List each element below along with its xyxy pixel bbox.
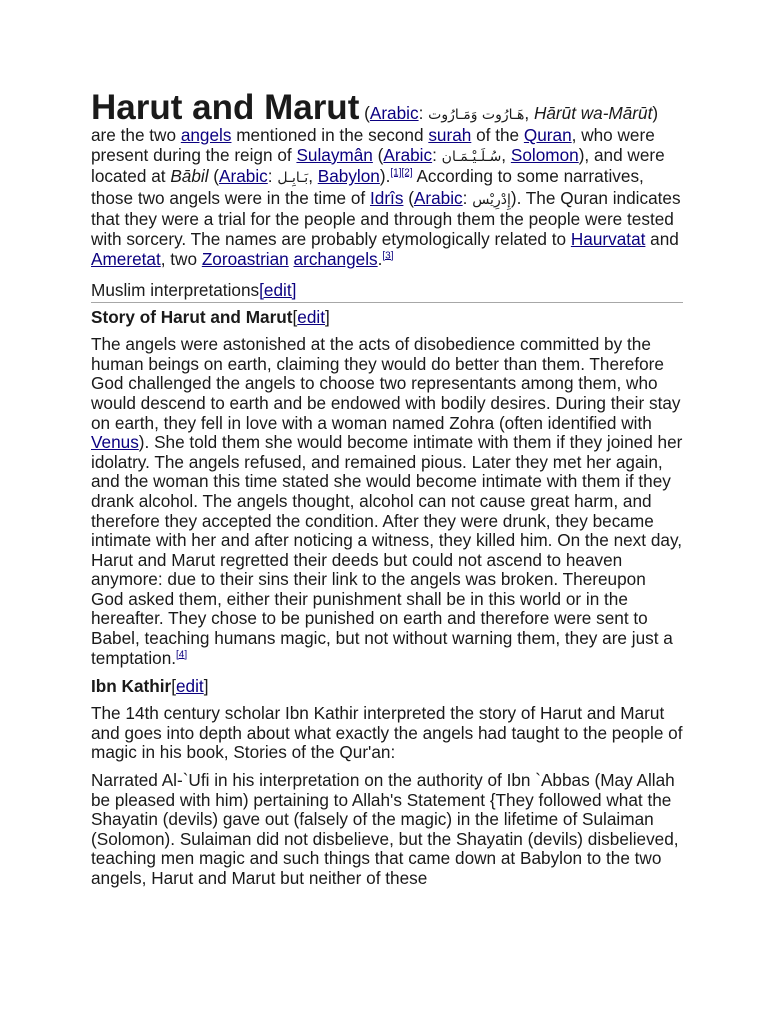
edit-link[interactable]: edit [176,676,204,697]
text: : [432,144,442,165]
text: According to some narratives, those two angels were in the time of [91,166,644,208]
text: . [377,248,383,269]
bracket: ] [203,676,209,697]
link-angels[interactable]: angels [180,125,232,145]
ref-2[interactable]: [2] [401,167,413,179]
text: The angels were astonished at the acts of disobedience committed by the human beings on earth, claiming they would do better than them. Therefore God challenged the angels to choose two representants among them, who would descend to earth and be endowed with bodily desires. During their stay on earth, they fell in love with a woman named Zohra (often identified with [91,334,681,433]
kathir-paragraph-1: The 14th century scholar Ibn Kathir interpreted the story of Harut and Marut and goes into depth about what exactly the angels had taught to the people of magic in his book, Stories of the Qur'an: [91,703,683,763]
text: , [308,166,318,187]
link-babylon[interactable]: Babylon [317,166,380,187]
link-quran[interactable]: Quran [523,125,572,145]
text: , who were present during the reign of [91,125,655,165]
link-haurvatat[interactable]: Haurvatat [570,228,646,249]
arabic-name: هَـارُوت وَمَـارُوت [428,107,525,123]
link-arabic[interactable]: Arabic [219,166,268,187]
link-surah[interactable]: surah [428,125,472,145]
text: of the [471,125,524,145]
text: mentioned in the second [231,125,429,145]
arabic-babil: بَـابِـل [277,170,309,187]
story-paragraph [91,335,683,668]
article-body [91,88,683,889]
transliteration: Hārūt wa-Mārūt [533,103,653,123]
intro-paragraph [91,90,683,269]
ref-4[interactable]: [4] [176,648,188,660]
text: : [462,187,473,208]
link-solomon[interactable]: Solomon [510,144,579,165]
link-venus[interactable]: Venus [91,432,139,453]
heading-text: Story of Harut and Marut [91,307,293,328]
link-arabic[interactable]: Arabic [369,103,419,123]
section-heading-ibn-kathir [91,676,683,696]
ref-1[interactable]: [1] [390,167,402,179]
heading-text: Muslim interpretations [91,280,260,301]
link-arabic[interactable]: Arabic [413,187,463,208]
arabic-sulayman: سُـلَـيْـمَـان [441,148,502,165]
link-arabic[interactable]: Arabic [383,144,433,165]
text: ) are the two [91,103,659,145]
text: ( [359,103,370,123]
text: ( [403,187,414,208]
article-title: Harut and Marut [91,88,360,127]
text: , [524,103,534,123]
text: , [501,144,511,165]
text: ). [379,166,391,187]
link-archangels[interactable]: archangels [293,248,378,269]
link-idris[interactable]: Idrîs [369,187,404,208]
text: : [418,103,429,123]
heading-text: Ibn Kathir [91,676,172,697]
arabic-idris: إِدْرِيْس [472,191,511,208]
link-zoroastrian[interactable]: Zoroastrian [201,248,289,269]
text: ). The Quran indicates that they were a trial for the people and through them the people were tested with sorcery. The names are probably etymologically related to [91,187,681,249]
edit-link[interactable]: [edit] [259,280,297,301]
text: ( [208,166,220,187]
text: ). She told them she would become intimate with them if they joined her idolatry. The angels refused, and remained pious. Later they met her again, and the woman this time stated she would become intimate with them if they drank alcohol. The angels thought, alcohol can not cause great harm, and therefore they accepted the condition. After they were drunk, they became intimate with her and after noticing a witness, they killed him. On the next day, Harut and Marut regretted their deeds but could not ascend to heaven anymore: due to their sins their link to the angels was broken. Thereupon God asked them, either their punishment shall be in this world or in the hereafter. They chose to be punished on earth and therefore were sent to Babel, teaching humans magic, but not without warning them, they are just a temptation. [91,432,683,668]
section-heading-muslim-interpretations [91,280,683,303]
ref-3[interactable]: [3] [382,249,394,261]
bracket: [ [292,307,298,328]
text: , two [160,248,202,269]
link-ameretat[interactable]: Ameretat [91,248,161,269]
section-heading-story [91,307,683,327]
bracket: [ [171,676,176,697]
babil-italic: Bābil [170,166,209,187]
edit-link[interactable]: edit [297,307,325,328]
text: and [645,228,679,249]
text: ), and were located at [91,144,665,187]
kathir-paragraph-2: Narrated Al-`Ufi in his interpretation on the authority of Ibn `Abbas (May Allah be pleased with him) pertaining to Allah's Statement {They followed what the Shayatin (devils) gave out (falsely of the magic) in the lifetime of Sulaiman (Solomon). Sulaiman did not disbelieve, but the Shayatin (devils) disbelieved, teaching men magic and such things that came down at Babylon to the two angels, Harut and Marut but neither of these [91,770,679,888]
bracket: ] [324,307,330,328]
link-sulayman[interactable]: Sulaymân [296,144,373,165]
text: : [267,166,278,187]
text: ( [372,144,384,165]
